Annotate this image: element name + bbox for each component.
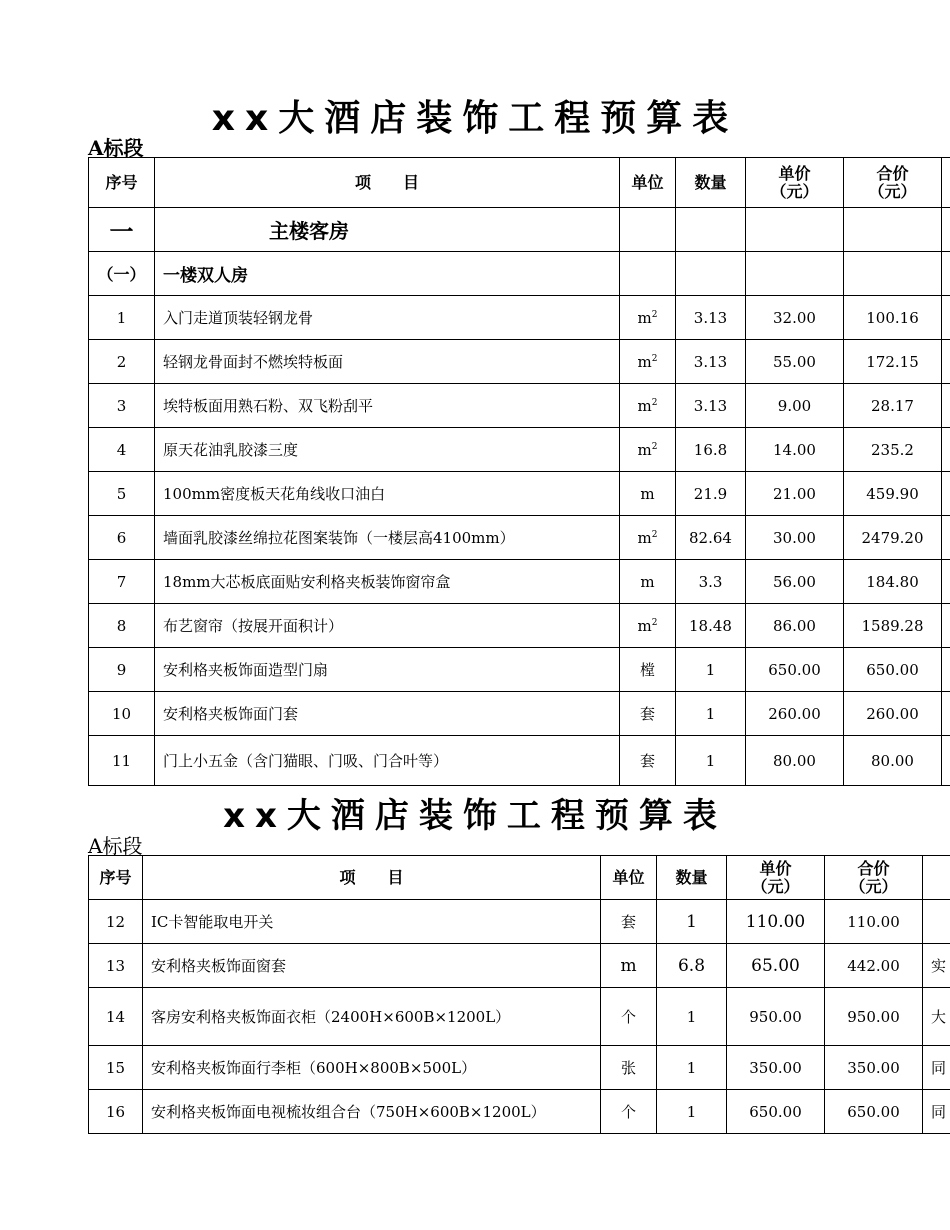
table-row	[89, 692, 950, 736]
cell-qty: 1	[676, 736, 746, 786]
cell-extra	[942, 604, 950, 648]
unit-superscript: 2	[651, 353, 658, 364]
table-row	[89, 560, 950, 604]
empty-cell	[620, 252, 676, 296]
header-seq: 序号	[89, 158, 155, 208]
empty-cell	[746, 252, 844, 296]
cell-total: 650.00	[844, 648, 942, 692]
header-extra	[942, 158, 950, 208]
unit-superscript: 2	[651, 529, 658, 540]
cell-item: 原天花油乳胶漆三度	[155, 428, 620, 472]
cell-price: 30.00	[746, 516, 844, 560]
cell-qty: 1	[657, 988, 727, 1046]
cell-note: 同	[923, 1046, 950, 1090]
cell-seq: 12	[89, 900, 143, 944]
cell-seq: 5	[89, 472, 155, 516]
unit-superscript: 2	[651, 617, 658, 628]
section-label: A标段	[88, 136, 144, 160]
cell-price: 9.00	[746, 384, 844, 428]
cell-total: 650.00	[825, 1090, 923, 1134]
unit-text: m	[637, 616, 652, 635]
cell-unit	[620, 648, 676, 692]
cell-extra	[942, 472, 950, 516]
cell-price: 350.00	[727, 1046, 825, 1090]
cell-qty: 1	[657, 1046, 727, 1090]
table-row	[89, 1046, 950, 1090]
unit-text: m	[637, 352, 652, 371]
cell-seq: 13	[89, 944, 143, 988]
empty-cell	[942, 252, 950, 296]
cell-unit: 个	[601, 988, 657, 1046]
page-title-2: xx大酒店装饰工程预算表	[223, 796, 727, 836]
cell-item: 门上小五金（含门猫眼、门吸、门合叶等）	[155, 736, 620, 786]
empty-cell	[676, 252, 746, 296]
cell-seq: 10	[89, 692, 155, 736]
cell-qty: 21.9	[676, 472, 746, 516]
table-row	[89, 516, 950, 560]
cell-extra	[942, 648, 950, 692]
unit-text: 套	[639, 705, 655, 723]
cell-item: 安利格夹板饰面电视梳妆组合台（750H×600B×1200L）	[143, 1090, 601, 1134]
cell-unit: 个	[601, 1090, 657, 1134]
cell-seq: 14	[89, 988, 143, 1046]
cell-extra	[942, 384, 950, 428]
cell-item: 安利格夹板饰面行李柜（600H×800B×500L）	[143, 1046, 601, 1090]
cell-price: 14.00	[746, 428, 844, 472]
cell-unit	[620, 736, 676, 786]
cell-seq: 11	[89, 736, 155, 786]
cell-qty: 6.8	[657, 944, 727, 988]
cell-extra	[942, 340, 950, 384]
unit-text: m	[637, 528, 652, 547]
cell-unit	[620, 428, 676, 472]
unit-superscript: 2	[651, 397, 658, 408]
cell-price: 32.00	[746, 296, 844, 340]
table-row	[89, 1090, 950, 1134]
cell-total: 459.90	[844, 472, 942, 516]
cell-total: 350.00	[825, 1046, 923, 1090]
page-title: xx大酒店装饰工程预算表	[211, 98, 739, 139]
table-row	[89, 296, 950, 340]
table-row	[89, 384, 950, 428]
cell-item: 18mm大芯板底面贴安利格夹板装饰窗帘盒	[155, 560, 620, 604]
cell-price: 260.00	[746, 692, 844, 736]
cell-total: 100.16	[844, 296, 942, 340]
header-total-text: 合价（元）	[868, 163, 917, 201]
cell-extra	[942, 692, 950, 736]
unit-text: m	[637, 308, 652, 327]
cell-unit	[620, 296, 676, 340]
empty-cell	[620, 208, 676, 252]
cell-unit: m	[601, 944, 657, 988]
cell-seq: 2	[89, 340, 155, 384]
unit-superscript: 2	[651, 441, 658, 452]
section-label-2: A标段	[88, 834, 143, 858]
empty-cell	[676, 208, 746, 252]
cell-qty: 16.8	[676, 428, 746, 472]
header-price	[746, 158, 844, 208]
cell-item: 安利格夹板饰面门套	[155, 692, 620, 736]
group-seq: 一	[89, 208, 155, 252]
header-unit: 单位	[601, 856, 657, 900]
cell-unit	[620, 516, 676, 560]
cell-unit	[620, 604, 676, 648]
group-name: 主楼客房	[155, 208, 620, 252]
unit-superscript: 2	[651, 309, 658, 320]
cell-qty: 3.13	[676, 296, 746, 340]
unit-text: m	[637, 440, 652, 459]
cell-qty: 1	[676, 692, 746, 736]
unit-text: 樘	[639, 661, 655, 679]
cell-price: 65.00	[727, 944, 825, 988]
cell-seq: 9	[89, 648, 155, 692]
table-row	[89, 428, 950, 472]
table-row	[89, 988, 950, 1046]
cell-seq: 8	[89, 604, 155, 648]
cell-unit: 套	[601, 900, 657, 944]
cell-total: 2479.20	[844, 516, 942, 560]
cell-seq: 4	[89, 428, 155, 472]
cell-price: 55.00	[746, 340, 844, 384]
cell-qty: 3.13	[676, 384, 746, 428]
cell-total: 80.00	[844, 736, 942, 786]
cell-item: 安利格夹板饰面造型门扇	[155, 648, 620, 692]
cell-qty: 1	[657, 900, 727, 944]
cell-note	[923, 900, 950, 944]
cell-total: 442.00	[825, 944, 923, 988]
cell-price: 110.00	[727, 900, 825, 944]
cell-unit	[620, 340, 676, 384]
cell-total: 1589.28	[844, 604, 942, 648]
unit-text: m	[640, 484, 655, 503]
cell-item: 客房安利格夹板饰面衣柜（2400H×600B×1200L）	[143, 988, 601, 1046]
cell-note: 实	[923, 944, 950, 988]
cell-item: 埃特板面用熟石粉、双飞粉刮平	[155, 384, 620, 428]
header-price-text: 单价（元）	[770, 163, 819, 201]
header-item: 项 目	[143, 856, 601, 900]
header-extra	[923, 856, 950, 900]
header-qty: 数量	[657, 856, 727, 900]
empty-cell	[942, 208, 950, 252]
cell-qty: 3.13	[676, 340, 746, 384]
cell-qty: 3.3	[676, 560, 746, 604]
cell-seq: 6	[89, 516, 155, 560]
cell-qty: 1	[676, 648, 746, 692]
cell-seq: 7	[89, 560, 155, 604]
cell-extra	[942, 736, 950, 786]
cell-price: 21.00	[746, 472, 844, 516]
header-qty: 数量	[676, 158, 746, 208]
cell-price: 80.00	[746, 736, 844, 786]
unit-text: m	[640, 572, 655, 591]
cell-total: 110.00	[825, 900, 923, 944]
header-total	[825, 856, 923, 900]
table-row	[89, 648, 950, 692]
cell-price: 950.00	[727, 988, 825, 1046]
cell-extra	[942, 560, 950, 604]
empty-cell	[844, 208, 942, 252]
cell-item: 墙面乳胶漆丝绵拉花图案装饰（一楼层高4100mm）	[155, 516, 620, 560]
cell-total: 950.00	[825, 988, 923, 1046]
table-row	[89, 604, 950, 648]
cell-item: IC卡智能取电开关	[143, 900, 601, 944]
cell-price: 56.00	[746, 560, 844, 604]
cell-total: 184.80	[844, 560, 942, 604]
unit-text: m	[637, 396, 652, 415]
cell-note: 同	[923, 1090, 950, 1134]
cell-total: 28.17	[844, 384, 942, 428]
cell-seq: 3	[89, 384, 155, 428]
cell-unit	[620, 384, 676, 428]
cell-extra	[942, 428, 950, 472]
table-row	[89, 472, 950, 516]
cell-total: 235.2	[844, 428, 942, 472]
table-row	[89, 944, 950, 988]
empty-cell	[746, 208, 844, 252]
cell-extra	[942, 296, 950, 340]
cell-unit	[620, 560, 676, 604]
cell-seq: 1	[89, 296, 155, 340]
table-body	[89, 296, 950, 786]
budget-table-2	[88, 855, 950, 1134]
header-total-text: 合价（元）	[849, 858, 898, 896]
cell-price: 86.00	[746, 604, 844, 648]
unit-text: 套	[639, 752, 655, 770]
cell-total: 172.15	[844, 340, 942, 384]
header-item: 项 目	[155, 158, 620, 208]
cell-price: 650.00	[727, 1090, 825, 1134]
cell-unit	[620, 692, 676, 736]
table-row	[89, 736, 950, 786]
header-total	[844, 158, 942, 208]
table-body-2	[89, 900, 950, 1134]
cell-unit: 张	[601, 1046, 657, 1090]
cell-seq: 16	[89, 1090, 143, 1134]
table-row	[89, 900, 950, 944]
cell-total: 260.00	[844, 692, 942, 736]
cell-price: 650.00	[746, 648, 844, 692]
header-row	[89, 158, 950, 208]
header-seq: 序号	[89, 856, 143, 900]
subgroup-seq: （一）	[89, 252, 155, 296]
header-row	[89, 856, 950, 900]
empty-cell	[844, 252, 942, 296]
cell-item: 轻钢龙骨面封不燃埃特板面	[155, 340, 620, 384]
cell-item: 入门走道顶装轻钢龙骨	[155, 296, 620, 340]
cell-note: 大	[923, 988, 950, 1046]
subgroup-row	[89, 252, 950, 296]
cell-qty: 82.64	[676, 516, 746, 560]
cell-seq: 15	[89, 1046, 143, 1090]
cell-item: 100mm密度板天花角线收口油白	[155, 472, 620, 516]
subgroup-name: 一楼双人房	[155, 252, 620, 296]
header-price	[727, 856, 825, 900]
cell-qty: 18.48	[676, 604, 746, 648]
cell-item: 安利格夹板饰面窗套	[143, 944, 601, 988]
header-unit: 单位	[620, 158, 676, 208]
cell-qty: 1	[657, 1090, 727, 1134]
table-row	[89, 340, 950, 384]
cell-unit	[620, 472, 676, 516]
group-row	[89, 208, 950, 252]
cell-item: 布艺窗帘（按展开面积计）	[155, 604, 620, 648]
header-price-text: 单价（元）	[751, 858, 800, 896]
cell-extra	[942, 516, 950, 560]
budget-table	[88, 157, 950, 786]
